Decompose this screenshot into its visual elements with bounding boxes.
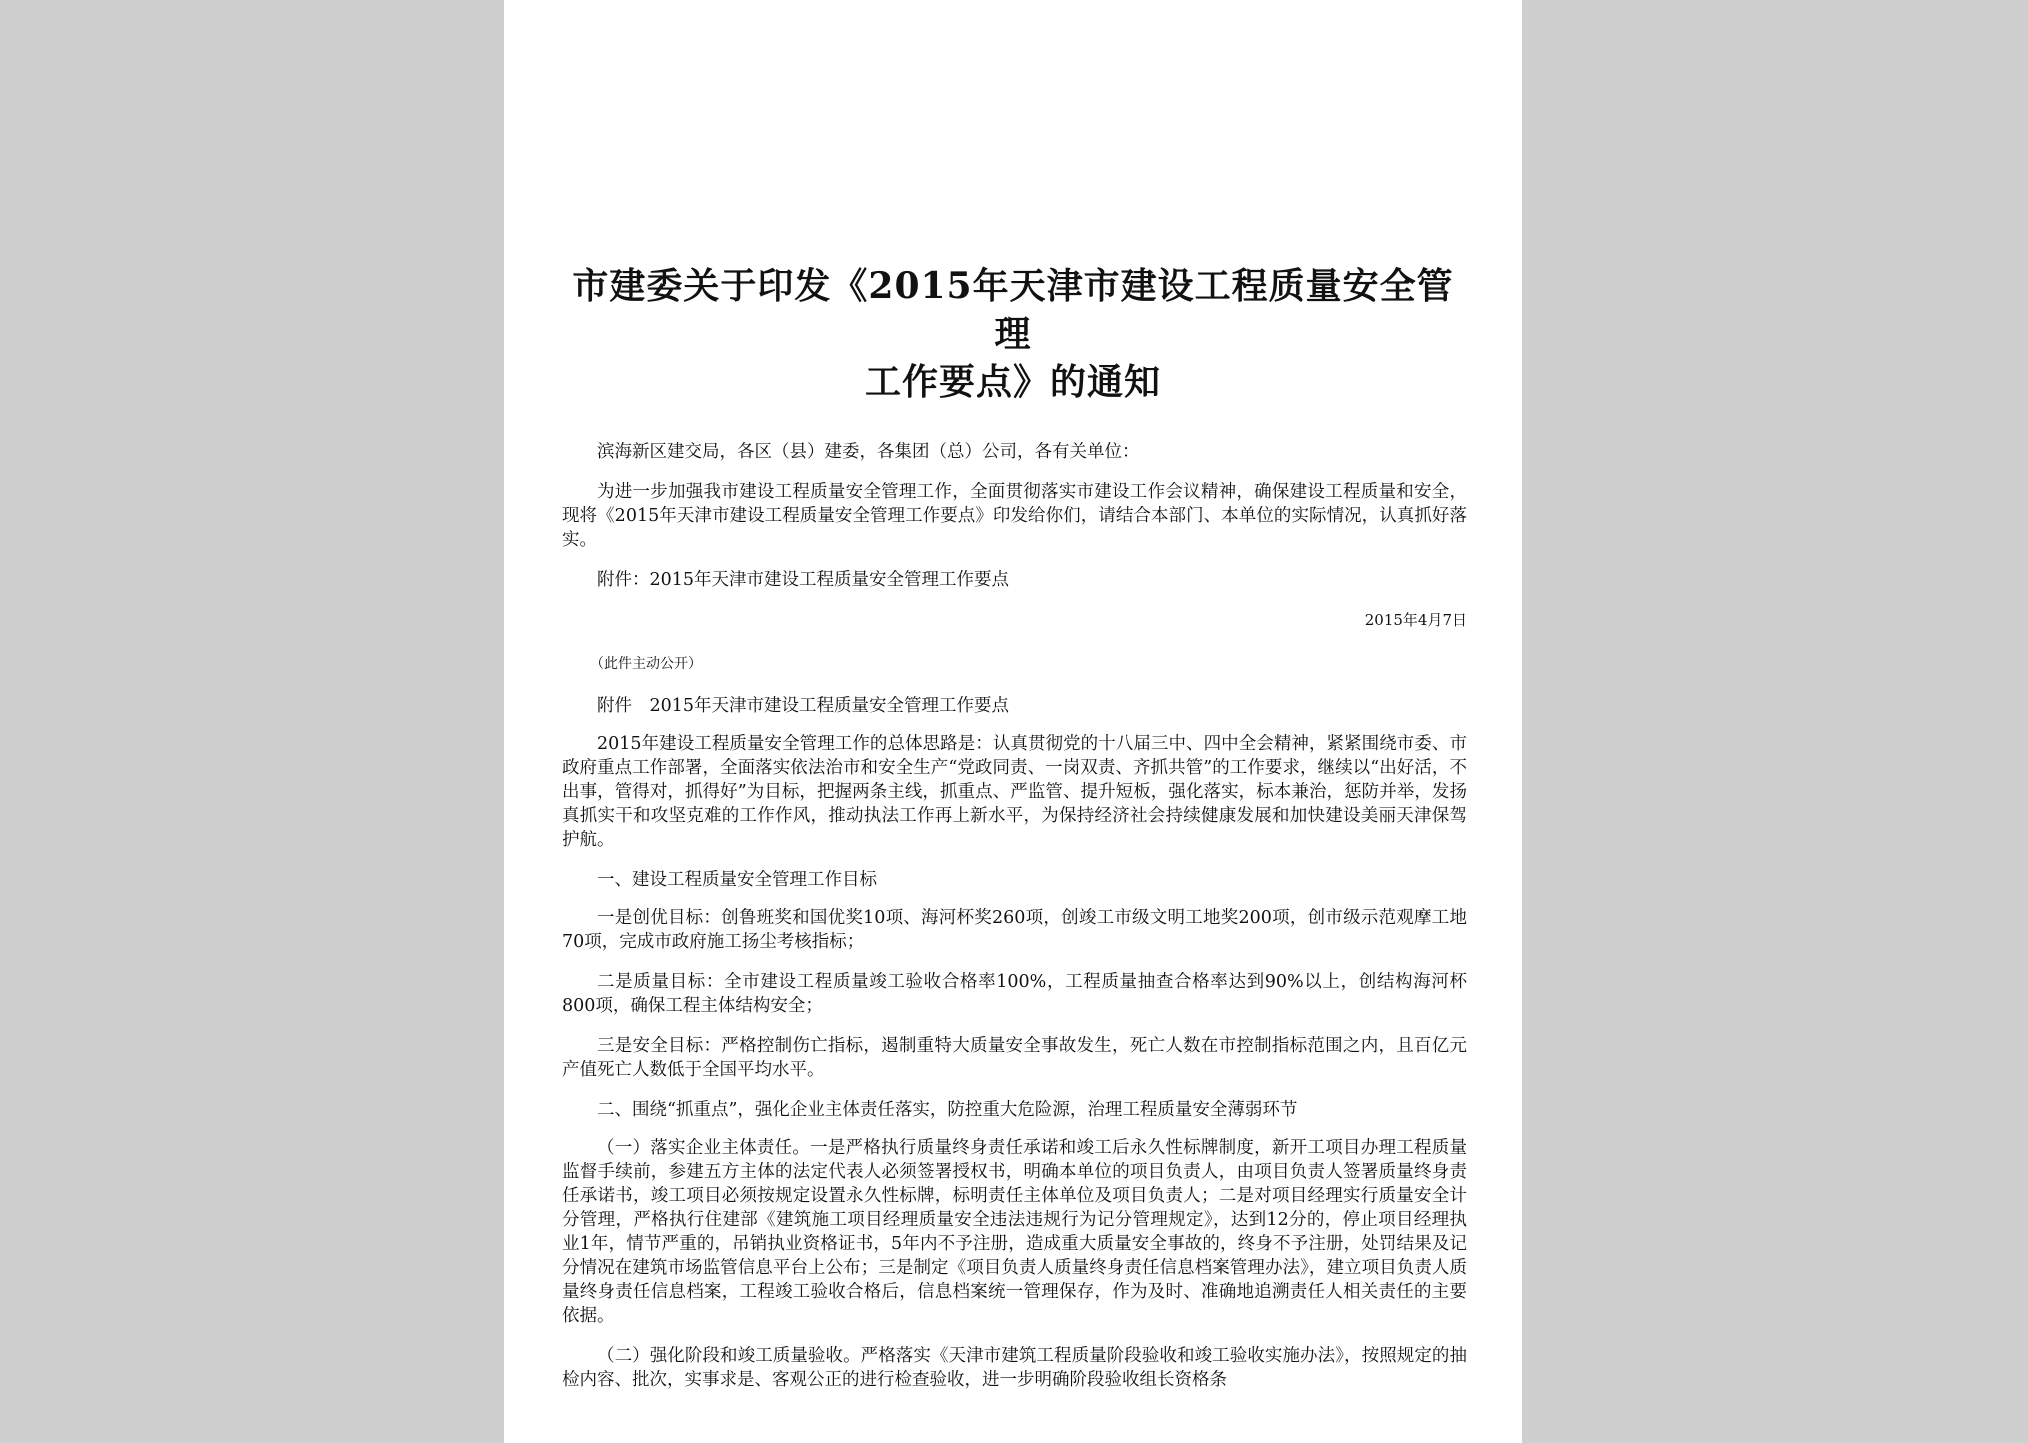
document-page (504, 0, 1522, 1443)
public-notice: （此件主动公开） (590, 656, 702, 672)
goal-paragraph-3: 三是安全目标：严格控制伤亡指标，遏制重特大质量安全事故发生，死亡人数在市控制指标范围之内，且百亿元产值死亡人数低于全国平均水平。 (562, 1036, 1467, 1080)
issue-date: 2015年4月7日 (1364, 611, 1467, 629)
intro-paragraph: 为进一步加强我市建设工程质量安全管理工作，全面贯彻落实市建设工作会议精神，确保建设工程质量和安全，现将《2015年天津市建设工程质量安全管理工作要点》印发给你们，请结合本部门、本单位的实际情况，认真抓好落实。 (562, 482, 1467, 550)
subsection-paragraph-2: （二）强化阶段和竣工质量验收。严格落实《天津市建筑工程质量阶段验收和竣工验收实施办法》，按照规定的抽检内容、批次，实事求是、客观公正的进行检查验收，进一步明确阶段验收组长资格条 (562, 1346, 1467, 1390)
section-heading-1: 一、建设工程质量安全管理工作目标 (597, 870, 877, 890)
subsection-paragraph-1: （一）落实企业主体责任。一是严格执行质量终身责任承诺和竣工后永久性标牌制度，新开工项目办理工程质量监督手续前，参建五方主体的法定代表人必须签署授权书，明确本单位的项目负责人，由项目负责人签署质量终身责任承诺书，竣工项目必须按规定设置永久性标牌，标明责任主体单位及项目负责人；二是对项目经理实行质量安全计分管理，严格执行住建部《建筑施工项目经理质量安全违法违规行为记分管理规定》，达到12分的，停止项目经理执业1年，情节严重的，吊销执业资格证书，5年内不予注册，造成重大质量安全事故的，终身不予注册，处罚结果及记分情况在建筑市场监管信息平台上公布；三是制定《项目负责人质量终身责任信息档案管理办法》，建立项目负责人质量终身责任信息档案，工程竣工验收合格后，信息档案统一管理保存，作为及时、准确地追溯责任人相关责任的主要依据。 (562, 1138, 1467, 1326)
salutation: 滨海新区建交局，各区（县）建委，各集团（总）公司，各有关单位： (597, 442, 1140, 462)
document-title: 市建委关于印发《2015年天津市建设工程质量安全管理 工作要点》的通知 (572, 265, 1454, 403)
attachment-note: 附件：2015年天津市建设工程质量安全管理工作要点 (597, 570, 1010, 590)
section-heading-2: 二、围绕“抓重点”，强化企业主体责任落实，防控重大危险源，治理工程质量安全薄弱环节 (597, 1100, 1298, 1120)
goal-paragraph-2: 二是质量目标：全市建设工程质量竣工验收合格率100%，工程质量抽查合格率达到90%以上，创结构海河杯800项，确保工程主体结构安全； (562, 972, 1467, 1016)
goal-paragraph-1: 一是创优目标：创鲁班奖和国优奖10项、海河杯奖260项，创竣工市级文明工地奖200项，创市级示范观摩工地70项，完成市政府施工扬尘考核指标； (562, 908, 1467, 952)
overview-paragraph: 2015年建设工程质量安全管理工作的总体思路是：认真贯彻党的十八届三中、四中全会精神，紧紧围绕市委、市政府重点工作部署，全面落实依法治市和安全生产“党政同责、一岗双责、齐抓共管”的工作要求，继续以“出好活，不出事，管得对，抓得好”为目标，把握两条主线，抓重点、严监管、提升短板，强化落实，标本兼治，惩防并举，发扬真抓实干和攻坚克难的工作作风，推动执法工作再上新水平，为保持经济社会持续健康发展和加快建设美丽天津保驾护航。 (562, 734, 1467, 850)
attachment-heading: 附件 2015年天津市建设工程质量安全管理工作要点 (597, 696, 1010, 716)
document-body (562, 440, 1467, 1408)
